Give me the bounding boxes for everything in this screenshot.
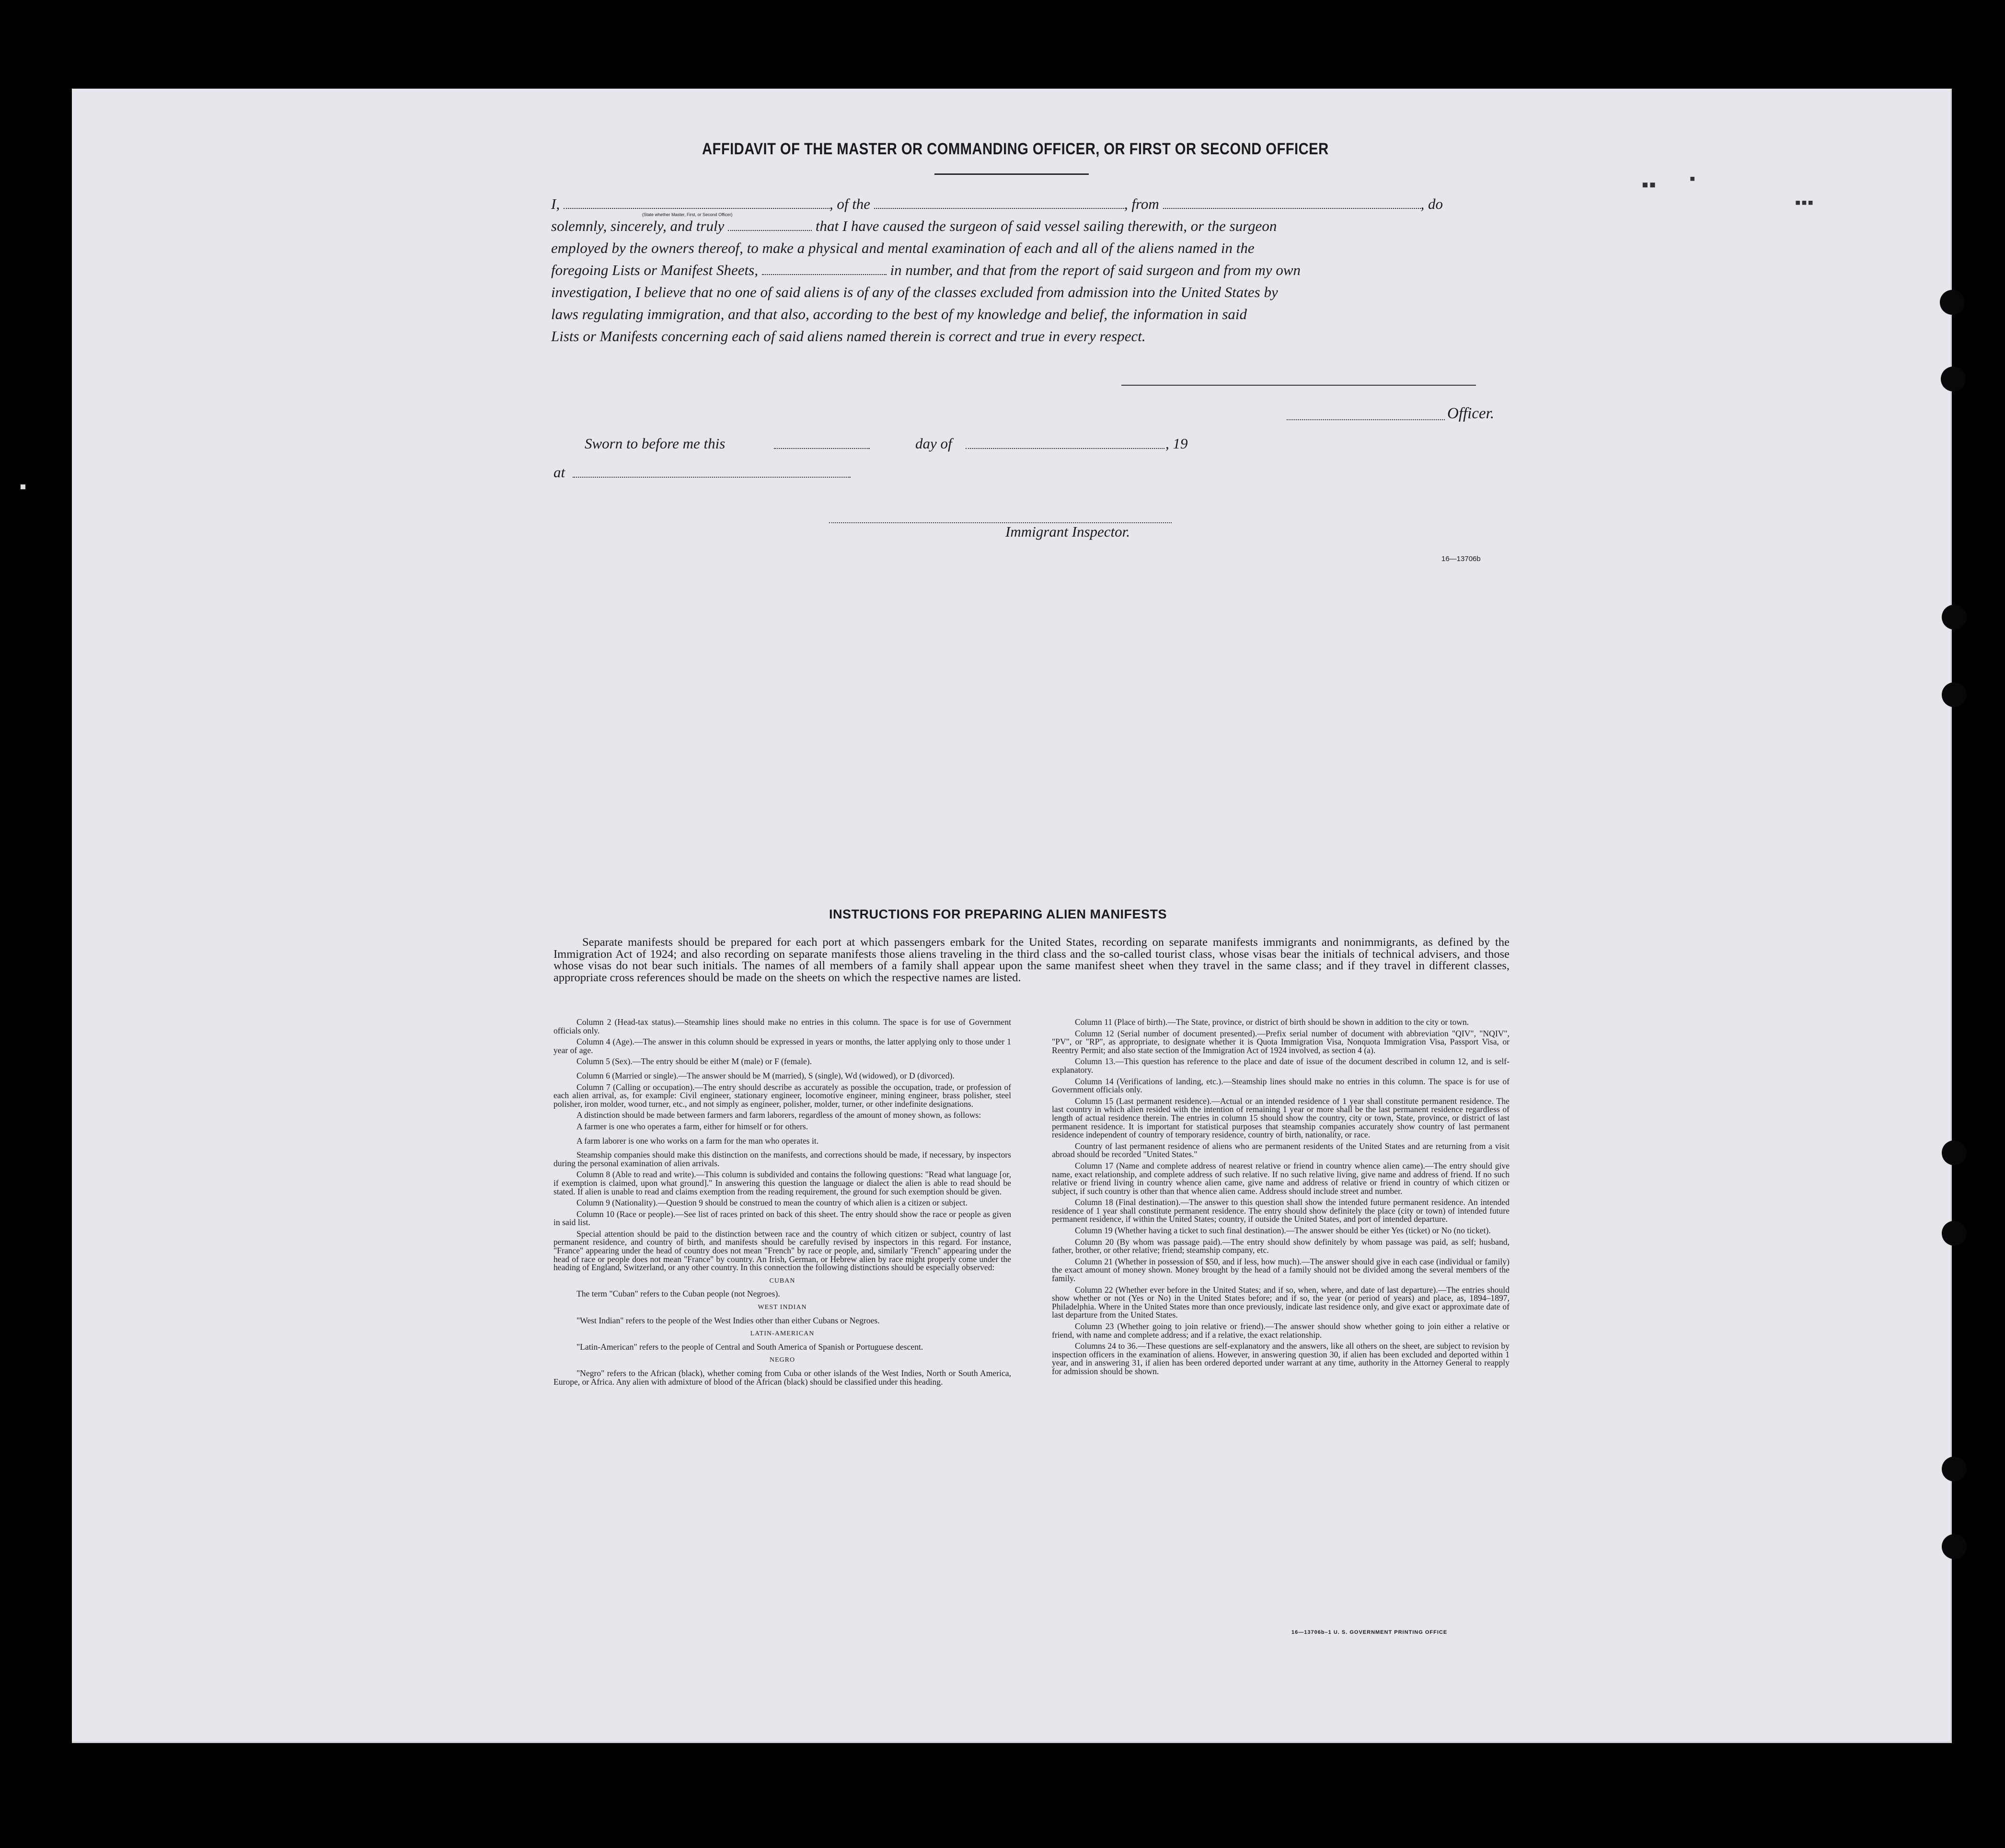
aff-l4a: foregoing Lists or Manifest Sheets,	[551, 262, 758, 278]
affidavit-line-6: laws regulating immigration, and that also, according to the best of my knowledge and belief, the information in said	[551, 306, 1247, 322]
punch-hole	[1941, 367, 1966, 391]
scan-speck: ▪▪	[1641, 177, 1657, 192]
col-19-text: Column 19 (Whether having a ticket to such final destination).—The answer should be either Yes (ticket) or No (no ticket).	[1075, 1226, 1491, 1236]
sworn-text: Sworn to before me this	[585, 435, 726, 452]
scan-speck: ▪	[1689, 172, 1696, 184]
col-15b-text: Country of last permanent residence of aliens who are permanent residents of the United States and are returning from a visit abroad should be recorded "United States."	[1052, 1141, 1510, 1159]
col-9-text: Column 9 (Nationality).—Question 9 should be construed to mean the country of which alien is a citizen or subject.	[576, 1198, 968, 1208]
at-text: at	[553, 464, 565, 481]
punch-hole	[1942, 1140, 1967, 1165]
aff-l2b: that I have caused the surgeon of said vessel sailing therewith, or the surgeon	[815, 218, 1277, 234]
col-6-text: Column 6 (Married or single).—The answer should be M (married), S (single), Wd (widowed), or D (divorced).	[576, 1070, 955, 1080]
col-21-text: Column 21 (Whether in possession of $50, and if less, how much).—The answer should give in each case (individual or family) the exact amount of money shown. Money brought by the head of a family should not be divided among the several members of the family.	[1052, 1256, 1510, 1284]
col-5-text: Column 5 (Sex).—The entry should be either M (male) or F (female).	[576, 1056, 812, 1067]
instructions-title: INSTRUCTIONS FOR PREPARING ALIEN MANIFESTS	[829, 907, 1167, 921]
col-7d-text: A farm laborer is one who works on a farm for the man who operates it.	[576, 1136, 819, 1146]
officer-signature-dots[interactable]	[1287, 419, 1445, 420]
col-2-text: Column 2 (Head-tax status).—Steamship lines should make no entries in this column. The space is for use of Government officials only.	[553, 1017, 1011, 1035]
heading-latin-american: LATIN-AMERICAN	[750, 1330, 815, 1338]
officer-signature-line[interactable]	[1121, 385, 1476, 386]
aff-l2a: solemnly, sincerely, and truly	[551, 218, 725, 234]
cuban-text: The term "Cuban" refers to the Cuban people (not Negroes).	[576, 1289, 780, 1299]
col-12-text: Column 12 (Serial number of document presented).—Prefix serial number of document with abbreviation "QIV", "NQIV", "PV", or "RP", as appropriate, to designate whether it is Quota Immigration Visa, Nonquota Immigration Visa, Passport Visa, or Reentry Permit; and also state section of the Immigration Act of 1924 involved, as section 4 (a).	[1052, 1028, 1510, 1055]
surgeon-field[interactable]	[728, 218, 812, 231]
affidavit-line-5: investigation, I believe that no one of said aliens is of any of the classes excluded from admission into the United States by	[551, 284, 1278, 300]
aff-of-the: , of the	[829, 195, 871, 212]
printing-office-footer: 16—13706b–1 U. S. GOVERNMENT PRINTING OFFICE	[1291, 1630, 1448, 1635]
instructions-left-column	[553, 1018, 1011, 1389]
col-7c-text: A farmer is one who operates a farm, either for himself or for others.	[576, 1121, 808, 1131]
affidavit-line-4	[551, 259, 1514, 281]
sworn-month-field[interactable]	[966, 448, 1164, 449]
aff-do: , do	[1420, 195, 1443, 212]
aff-from: , from	[1124, 195, 1159, 212]
sheet-count-field[interactable]	[762, 262, 887, 275]
vessel-name-field[interactable]	[874, 195, 1124, 209]
instructions-intro: Separate manifests should be prepared for each port at which passengers embark for the United States, recording on separate manifests immigrants and nonimmigrants, as defined by the Immigration Act of 1924; and also recording on separate manifests those aliens traveling in the third class and the so-called tourist class, whose visas bear the initials of technical advisers, and those whose visas do not bear such initials. The names of all members of a family shall appear upon the same manifest sheet when they travel in the same class; and if they travel in different classes, appropriate cross references should be made on the sheets on which the respective names are listed.	[553, 936, 1510, 984]
rank-caption: (State whether Master, First, or Second Officer)	[642, 212, 733, 217]
inspector-label: Immigrant Inspector.	[1005, 523, 1130, 540]
punch-hole	[1942, 682, 1967, 707]
col-7e-text: Steamship companies should make this distinction on the manifests, and corrections should be made, if necessary, by inspectors during the personal examination of alien arrivals.	[553, 1150, 1011, 1168]
affidavit-line-7: Lists or Manifests concerning each of said aliens named therein is correct and true in every respect.	[551, 328, 1146, 344]
instructions-right-column	[1052, 1018, 1510, 1379]
sworn-place-field[interactable]	[573, 477, 851, 478]
day-of-text: day of	[915, 435, 952, 452]
scan-speck: ▪	[19, 479, 27, 494]
latin-american-text: "Latin-American" refers to the people of Central and South America of Spanish or Portuguese descent.	[576, 1342, 923, 1352]
title-underline	[934, 173, 1089, 175]
punch-hole	[1942, 1457, 1967, 1481]
col-18-text: Column 18 (Final destination).—The answer to this question shall show the intended future permanent residence. An intended residence of 1 year shall constitute permanent residence. The entry should show definitely the place (city or town) of intended future permanent residence, if within the United States; country, if outside the United States, and port of intended departure.	[1052, 1197, 1510, 1224]
affidavit-line-3: employed by the owners thereof, to make a physical and mental examination of each and all of the aliens named in the	[551, 240, 1255, 256]
form-number: 16—13706b	[1441, 555, 1481, 563]
year-text: , 19	[1165, 435, 1188, 452]
col-22-text: Column 22 (Whether ever before in the United States; and if so, when, where, and date of last departure).—The entries should show whether or not (Yes or No) in the United States before; and if so, the year (or period of years) and place, as, 1894–1897, Philadelphia. Where in the United States more than once previously, indicate last residence only, and give exact or approximate date of last departure from the United States.	[1052, 1285, 1510, 1320]
col-4-text: Column 4 (Age).—The answer in this column should be expressed in years or months, the latter applying only to those under 1 year of age.	[553, 1037, 1011, 1055]
col-14-text: Column 14 (Verifications of landing, etc.).—Steamship lines should make no entries in this column. The space is for use of Government officials only.	[1052, 1076, 1510, 1095]
heading-west-indian: WEST INDIAN	[758, 1304, 807, 1311]
col-23-text: Column 23 (Whether going to join relative or friend).—The answer should show whether going to join either a relative or friend, with name and complete address; and if a relative, the exact relationship.	[1052, 1321, 1510, 1340]
col-11-text: Column 11 (Place of birth).—The State, province, or district of birth should be shown in addition to the city or town.	[1075, 1017, 1469, 1027]
heading-cuban: CUBAN	[769, 1277, 795, 1285]
punch-hole	[1942, 1221, 1967, 1246]
col-20-text: Column 20 (By whom was passage paid).—The entry should show definitely by whom passage was paid, as self; husband, father, brother, or other relative; friend; steamship company, etc.	[1052, 1237, 1510, 1255]
officer-rank-field[interactable]	[564, 195, 830, 209]
col-13-text: Column 13.—This question has reference to the place and date of issue of the document described in column 12, and is self-explanatory.	[1052, 1056, 1510, 1075]
affidavit-line-2	[551, 215, 1514, 237]
from-port-field[interactable]	[1163, 195, 1421, 209]
sworn-date-field[interactable]	[774, 448, 870, 449]
col-24-36-text: Columns 24 to 36.—These questions are self-explanatory and the answers, like all others on the sheet, are subject to revision by inspection officers in the examination of aliens. However, in answering question 30, if alien has been excluded and deported within 1 year, and in answering 31, if alien has been ordered deported under warrant at any time, authority in the Attorney General to reapply for admission should be shown.	[1052, 1341, 1510, 1376]
col-7-text: Column 7 (Calling or occupation).—The entry should describe as accurately as possible the occupation, trade, or profession of each alien arrival, as, for example: Civil engineer, stationary engineer, locomotive engineer, mining engineer, brass polisher, steel polisher, iron molder, wood turner, etc., and not simply as engineer, polisher, molder, turner, or other indefinite designations.	[553, 1082, 1011, 1109]
col-7b-text: A distinction should be made between farmers and farm laborers, regardless of the amount of money shown, as follows:	[576, 1110, 981, 1120]
col-8-text: Column 8 (Able to read and write).—This column is subdivided and contains the following questions: "Read what language [or, if exemption is claimed, upon what ground]." In answering this question the language or dialect the alien is able to read should be stated. If alien is unable to read and claims exemption from the reading requirement, the ground for such exemption should be given.	[553, 1170, 1011, 1196]
col-10-text: Column 10 (Race or people).—See list of races printed on back of this sheet. The entry should show the race or people as given in said list.	[553, 1209, 1011, 1228]
west-indian-text: "West Indian" refers to the people of the West Indies other than either Cubans or Negroes.	[576, 1315, 880, 1325]
col-10b-text: Special attention should be paid to the distinction between race and the country of which citizen or subject, country of last permanent residence, and country of birth, and manifests should be carefully revised by inspectors in this regard. For instance, "France" appearing under the head of country does not mean "French" by race or people, and, similarly "French" appearing under the head of race or people does not mean "France" by country. An Irish, German, or Hebrew alien by race might properly come under the heading of England, Switzerland, or any other country. In this connection the following distinctions should be especially observed:	[553, 1228, 1011, 1273]
col-17-text: Column 17 (Name and complete address of nearest relative or friend in country whence alien came).—The entry should give name, exact relationship, and complete address of such relative. If no such relative living, give name and address of friend. If no such relative or friend living in country whence alien came, give name and address of relative or friend in country of which citizen or subject, if such country is other than that whence alien came. Address should include street and number.	[1052, 1160, 1510, 1196]
negro-text: "Negro" refers to the African (black), whether coming from Cuba or other islands of the West Indies, North or South America, Europe, or Africa. Any alien with admixture of blood of the African (black) should be classified under this heading.	[553, 1368, 1011, 1387]
aff-i: I,	[551, 195, 560, 212]
affidavit-title: AFFIDAVIT OF THE MASTER OR COMMANDING OFFICER, OR FIRST OR SECOND OFFICER	[702, 140, 1329, 158]
punch-hole	[1940, 290, 1965, 315]
punch-hole	[1942, 605, 1967, 630]
punch-hole	[1942, 1534, 1967, 1559]
officer-label: Officer.	[1447, 405, 1495, 422]
scan-speck: ▪▪▪	[1795, 196, 1814, 208]
heading-negro: NEGRO	[769, 1356, 795, 1364]
col-15-text: Column 15 (Last permanent residence).—Actual or an intended residence of 1 year shall constitute permanent residence. The last country in which alien resided with the intention of remaining 1 year or more shall be the last permanent residence regardless of length of actual residence therein. The entries in column 15 should show the country, city or town, State, province, or district of last permanent residence. It is important for statistical purposes that steamship companies accurately show country of last permanent residence independent of country of temporary residence, country of birth, nationality, or race.	[1052, 1096, 1510, 1140]
aff-l4b: in number, and that from the report of said surgeon and from my own	[890, 262, 1301, 278]
